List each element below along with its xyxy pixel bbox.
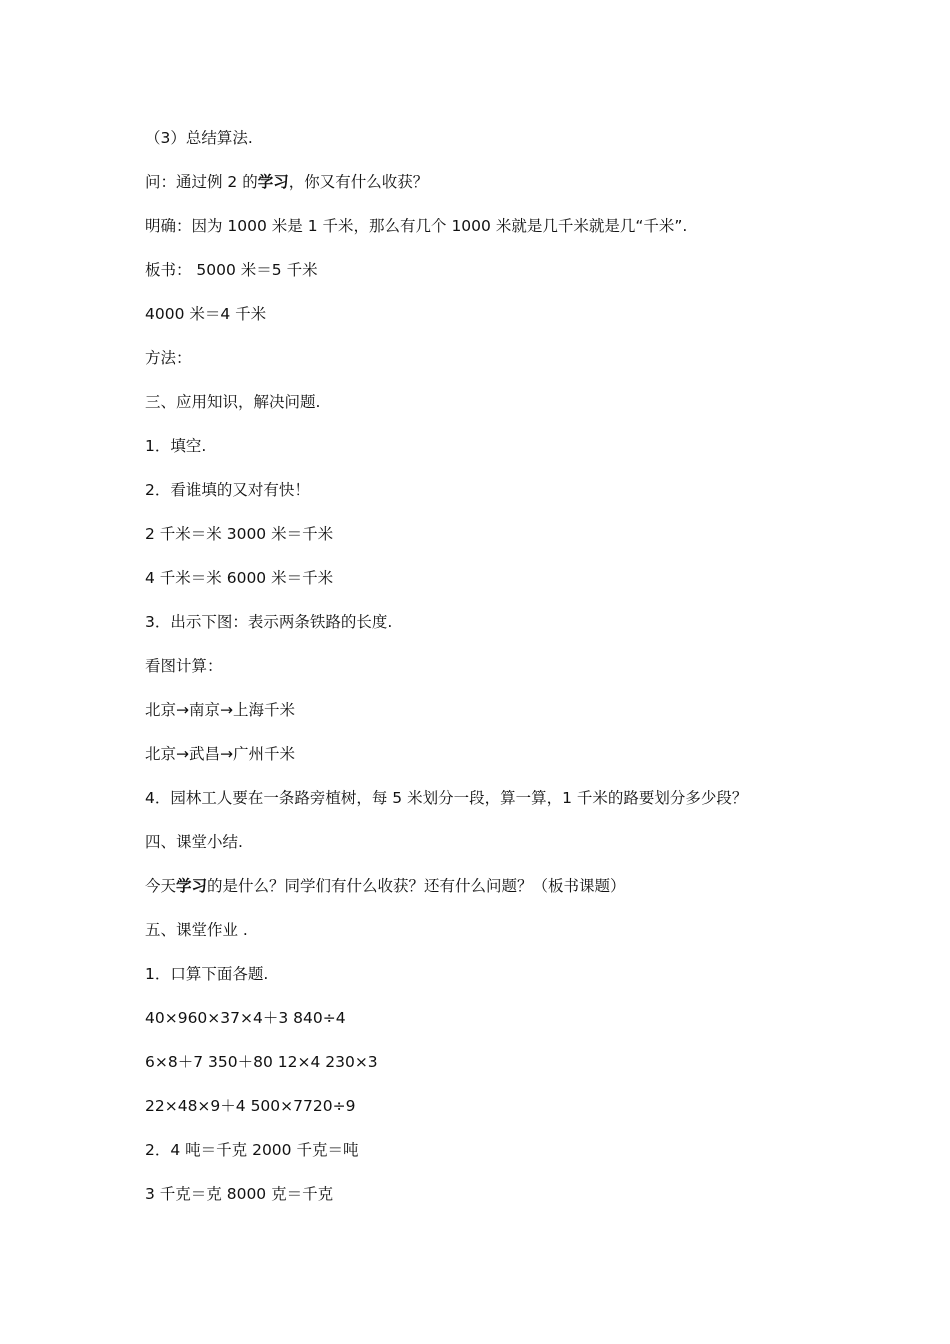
section-heading: 五、课堂作业 .: [145, 921, 248, 939]
text-line: 2．4 吨＝千克 2000 千克＝吨: [145, 1141, 359, 1159]
text-line: 方法：: [145, 349, 192, 367]
document-body: [145, 124, 825, 1224]
text-segment: 今天: [145, 877, 177, 895]
text-line: 3．出示下图：表示两条铁路的长度.: [145, 613, 393, 631]
bold-keyword: 学习: [257, 173, 289, 191]
text-line: 北京→南京→上海千米: [145, 701, 295, 719]
text-line: 4000 米＝4 千米: [145, 305, 267, 323]
text-segment: 的是什么？同学们有什么收获？还有什么问题？（板书课题）: [207, 877, 626, 895]
text-line: [145, 872, 825, 916]
text-segment: 问：通过例 2 的: [145, 173, 258, 191]
section-heading: 四、课堂小结.: [145, 833, 243, 851]
text-line: 2．看谁填的又对有快！: [145, 481, 310, 499]
text-segment: ，你又有什么收获？: [288, 173, 429, 191]
text-line: 北京→武昌→广州千米: [145, 745, 295, 763]
text-line: （3）总结算法.: [145, 129, 253, 147]
text-line: 1．口算下面各题.: [145, 965, 269, 983]
text-line: 3 千克＝克 8000 克＝千克: [145, 1185, 334, 1203]
text-line: 看图计算：: [145, 657, 223, 675]
bold-keyword: 学习: [176, 877, 208, 895]
text-line: 2 千米＝米 3000 米＝千米: [145, 525, 334, 543]
text-line: 4 千米＝米 6000 米＝千米: [145, 569, 334, 587]
text-line: 板书： 5000 米＝5 千米: [145, 261, 318, 279]
text-line: 40×960×37×4＋3 840÷4: [145, 1009, 346, 1027]
text-line: [145, 168, 825, 212]
text-line: 22×48×9＋4 500×7720÷9: [145, 1097, 356, 1115]
text-line: 明确：因为 1000 米是 1 千米，那么有几个 1000 米就是几千米就是几“千米”.: [145, 217, 688, 235]
text-line: 1．填空.: [145, 437, 207, 455]
text-line: 6×8＋7 350＋80 12×4 230×3: [145, 1053, 378, 1071]
section-heading: 三、应用知识，解决问题.: [145, 393, 321, 411]
text-line: 4．园林工人要在一条路旁植树，每 5 米划分一段，算一算，1 千米的路要划分多少段？: [145, 789, 748, 807]
